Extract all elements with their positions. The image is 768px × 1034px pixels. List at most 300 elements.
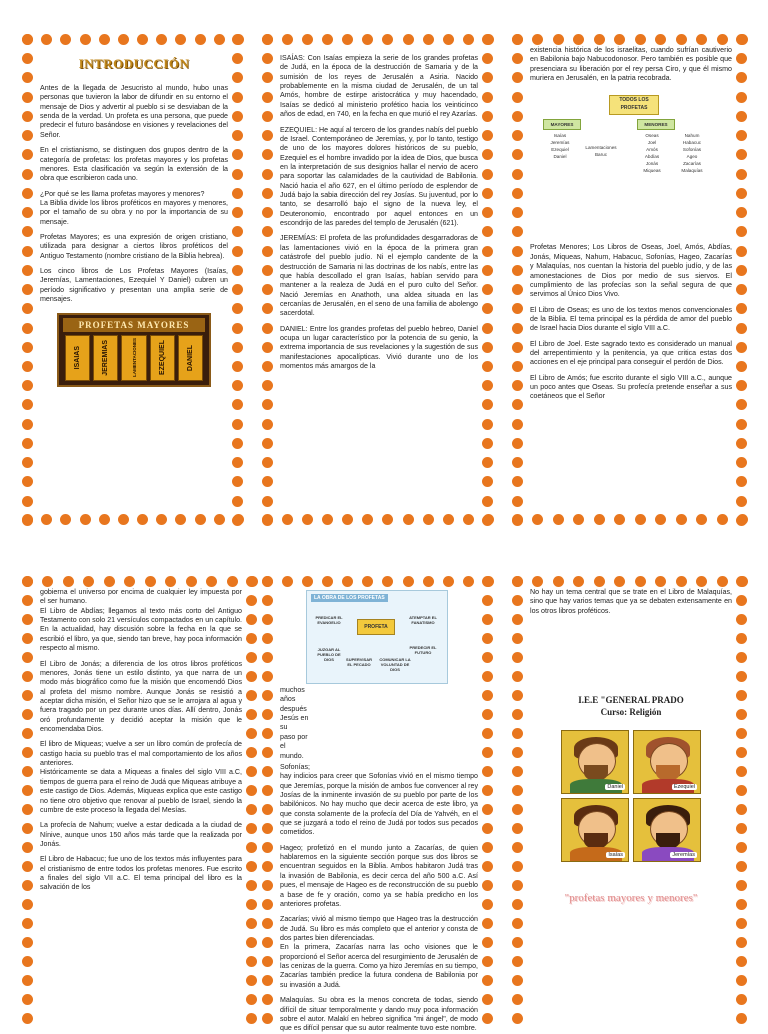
diagram-item: Zacarías [683, 161, 701, 166]
border-dot [175, 514, 186, 525]
border-dot [99, 514, 110, 525]
border-dot [482, 53, 493, 64]
side-line: muchos [280, 686, 305, 694]
border-dot [41, 34, 52, 45]
border-dot [22, 728, 33, 739]
side-line: años [280, 695, 296, 704]
border-dot [22, 614, 33, 625]
border-dot [614, 514, 625, 525]
dot-border-top [512, 34, 748, 46]
border-dot [463, 576, 474, 587]
border-dot [512, 496, 523, 507]
border-dot [232, 284, 243, 295]
border-dot [512, 899, 523, 910]
border-dot [512, 53, 523, 64]
border-dot [736, 842, 747, 853]
border-dot [736, 419, 747, 430]
border-dot [262, 842, 273, 853]
border-dot [262, 284, 273, 295]
border-dot [262, 709, 273, 720]
border-dot [512, 303, 523, 314]
border-dot [512, 419, 523, 430]
border-dot [246, 709, 257, 720]
border-dot [482, 1013, 493, 1024]
border-dot [512, 937, 523, 948]
border-dot [246, 633, 257, 644]
border-dot [482, 633, 493, 644]
border-dot [696, 514, 707, 525]
border-dot [262, 515, 273, 526]
border-dot [246, 842, 257, 853]
border-dot [262, 785, 273, 796]
dot-border-right [482, 576, 494, 1024]
border-dot [262, 380, 273, 391]
border-dot [594, 576, 605, 587]
border-dot [512, 994, 523, 1005]
border-dot [195, 34, 206, 45]
border-dot [262, 690, 273, 701]
paragraph-daniel: DANIEL: Entre los grandes profetas del pueblo hebreo, Daniel ocupa un lugar característico por la potencia de su genio, la extrema importancia de sus revelaciones y la sugestión de sus manifestaciones apocalípticas. Vivió durante uno de los momentos más amargos de la [280, 324, 478, 371]
diagram-mayores: MAYORES [543, 119, 581, 130]
border-dot [635, 576, 646, 587]
border-dot [232, 246, 243, 257]
border-dot [232, 188, 243, 199]
intro-title: INTRODUCCIÓN [78, 56, 190, 71]
border-dot [282, 576, 293, 587]
border-dot [104, 576, 115, 587]
border-dot [262, 130, 273, 141]
border-dot [736, 265, 747, 276]
border-dot [482, 515, 493, 526]
border-dot [232, 265, 243, 276]
obra-de-los-profetas-diagram [306, 590, 448, 684]
border-dot [282, 34, 293, 45]
border-dot [512, 188, 523, 199]
border-dot [736, 149, 747, 160]
border-dot [22, 1013, 33, 1024]
portrait-label: Ezequiel [673, 784, 695, 791]
border-dot [482, 419, 493, 430]
border-dot [482, 918, 493, 929]
border-dot [232, 72, 243, 83]
border-dot [482, 226, 493, 237]
border-dot [22, 595, 33, 606]
border-dot [262, 419, 273, 430]
border-dot [736, 785, 747, 796]
border-dot [512, 861, 523, 872]
border-dot [512, 842, 523, 853]
border-dot [482, 652, 493, 663]
border-dot [736, 342, 747, 353]
diagram-item: Isaías [553, 133, 567, 139]
border-dot [262, 323, 273, 334]
border-dot [553, 576, 564, 587]
border-dot [482, 899, 493, 910]
border-dot [736, 766, 747, 777]
border-dot [423, 514, 434, 525]
border-dot [22, 284, 33, 295]
border-dot [22, 72, 33, 83]
border-dot [246, 671, 257, 682]
border-dot [736, 246, 747, 257]
border-dot [736, 457, 747, 468]
border-dot [83, 576, 94, 587]
border-dot [512, 207, 523, 218]
border-dot [482, 671, 493, 682]
border-dot [655, 34, 666, 45]
border-dot [232, 476, 243, 487]
border-dot [736, 576, 747, 587]
border-dot [22, 956, 33, 967]
border-dot [482, 438, 493, 449]
border-dot [736, 728, 747, 739]
paragraph-zacarias: Zacarías; vivió al mismo tiempo que Hageo tras la destrucción de Judá. Su libro es más completo que el anterior y consta de dos partes bien diferenciadas. En la primera, Zacarías narra las ocho visiones que le proporcionó el Señor acerca del resurgimiento de Jerusalén de las cenizas de la guerra. Como ya hizo Jeremías en su tiempo, Zacarías también predice la futura condena de Babilonia por su invasión a Judá. [280, 915, 478, 989]
border-dot [482, 207, 493, 218]
border-dot [512, 614, 523, 625]
border-dot [22, 515, 33, 526]
border-dot [22, 419, 33, 430]
diagram-item: Daniel [553, 154, 567, 160]
paragraph-sofonias: Sofonías; hay indicios para creer que Sofonías vivió en el mismo tiempo que Jeremías, porque la misión de ambos fue convencer al rey Josías de la inminente invasión de su pueblo por parte de los babilónicos. No hay mucho que decir acerca de este libro, ya que consta solamente de la profecía del Día de Yahvéh, en el que se juzgará a todo el reino de Judá por todos sus pecados cometidos. [280, 762, 478, 837]
border-dot [736, 994, 747, 1005]
border-dot [614, 34, 625, 45]
book-spines [65, 335, 203, 381]
border-dot [262, 880, 273, 891]
border-dot [22, 633, 33, 644]
dot-border-bottom [512, 514, 748, 526]
border-dot [22, 476, 33, 487]
book-spine: LAMENTACIONES [121, 335, 146, 381]
side-line: el [280, 742, 286, 751]
border-dot [553, 514, 564, 525]
diagram-item: Abdías [644, 154, 660, 160]
paragraph: gobierna el universo por encima de cualquier ley impuesta por el ser humano. El Libro de Abdías; llegamos al texto más corto del Antiguo Testamento con solo 21 versículos compactados en un capítulo. En la actualidad, hay discusión sobre la fecha en la que se escribió el libro, ya que, siendo tan breve, hay poca información respecto al mismo. [40, 588, 242, 653]
border-dot [482, 804, 493, 815]
portrait-label: Jeremías [672, 852, 695, 859]
border-dot [482, 399, 493, 410]
border-dot [403, 514, 414, 525]
border-dot [736, 72, 747, 83]
border-dot [246, 785, 257, 796]
border-dot [403, 34, 414, 45]
border-dot [482, 111, 493, 122]
prophet-portraits [561, 730, 701, 862]
border-dot [676, 514, 687, 525]
border-dot [232, 169, 243, 180]
border-dot [22, 652, 33, 663]
border-dot [232, 496, 243, 507]
border-dot [736, 804, 747, 815]
border-dot [482, 457, 493, 468]
border-dot [195, 514, 206, 525]
border-dot [512, 226, 523, 237]
border-dot [382, 576, 393, 587]
border-dot [482, 169, 493, 180]
border-dot [512, 515, 523, 526]
diagram-label: ATEMPTAR EL FANATISMO [409, 615, 437, 625]
border-dot [22, 671, 33, 682]
brochure-subtitle: "profetas mayores y menores" [564, 892, 698, 905]
border-dot [736, 861, 747, 872]
border-dot [736, 671, 747, 682]
border-dot [736, 476, 747, 487]
border-dot [22, 823, 33, 834]
image-header: PROFETAS MAYORES [63, 318, 205, 332]
border-dot [262, 188, 273, 199]
diagram-item: Jeremías [550, 140, 570, 146]
border-dot [512, 130, 523, 141]
diagram-menores-col2 [675, 133, 709, 174]
border-dot [482, 246, 493, 257]
panel-portada [512, 576, 748, 1024]
border-dot [63, 576, 74, 587]
border-dot [532, 576, 543, 587]
border-dot [482, 709, 493, 720]
border-dot [482, 34, 493, 45]
border-dot [362, 576, 373, 587]
border-dot [246, 576, 257, 587]
border-dot [482, 690, 493, 701]
border-dot [512, 361, 523, 372]
border-dot [362, 34, 373, 45]
border-dot [482, 595, 493, 606]
panel-profetas-mayores [262, 34, 494, 526]
side-line: paso por [280, 732, 308, 741]
border-dot [22, 111, 33, 122]
dot-border-right [246, 576, 258, 1024]
paragraph: No hay un tema central que se trate en el Libro de Malaquías, sino que hay varios temas que ya se debaten extensamente en los otros libros proféticos. [530, 588, 732, 615]
book-spine: DANIEL [178, 335, 203, 381]
diagram-item: Joel [647, 140, 657, 146]
border-dot [22, 130, 33, 141]
border-dot [482, 937, 493, 948]
border-dot [262, 576, 273, 587]
border-dot [246, 823, 257, 834]
side-line: mundo. [280, 751, 304, 760]
border-dot [594, 34, 605, 45]
border-dot [482, 728, 493, 739]
border-dot [342, 576, 353, 587]
panel-content [530, 46, 732, 510]
portrait-isaias [561, 798, 629, 862]
border-dot [302, 514, 313, 525]
diagram-item: Amós [646, 147, 658, 153]
border-dot [736, 747, 747, 758]
border-dot [262, 246, 273, 257]
border-dot [736, 53, 747, 64]
paragraph: Antes de la llegada de Jesucristo al mundo, hubo unas personas que tuvieron la labor de difundir en su entorno el mensaje de Dios y advertir al pueblo si se desviaban de la senda de la verdad. Un profeta es una persona, que puede predecir el futuro basándose en visiones y revelaciones del Señor. [40, 84, 228, 139]
border-dot [262, 34, 273, 45]
border-dot [512, 323, 523, 334]
border-dot [22, 323, 33, 334]
border-dot [482, 303, 493, 314]
border-dot [482, 130, 493, 141]
border-dot [232, 361, 243, 372]
dot-border-left [22, 576, 34, 1024]
border-dot [532, 514, 543, 525]
border-dot [262, 975, 273, 986]
border-dot [262, 614, 273, 625]
diagram-header: LA OBRA DE LOS PROFETAS [311, 594, 388, 602]
border-dot [22, 92, 33, 103]
border-dot [736, 438, 747, 449]
border-dot [22, 53, 33, 64]
border-dot [22, 149, 33, 160]
border-dot [736, 652, 747, 663]
border-dot [22, 361, 33, 372]
diagram-item: Habacuc [682, 140, 702, 146]
border-dot [232, 380, 243, 391]
border-dot [736, 207, 747, 218]
panel-content [40, 588, 242, 1024]
border-dot [482, 476, 493, 487]
paragraph-isaias: ISAÍAS: Con Isaías empieza la serie de los grandes profetas de Judá, en la época de la destrucción de Samaria y de la sumisión de los reyes de Jerusalén a Asiria. Nacido probablemente en la misma ciudad de Jerusalén, de un tal Amós, hombre de estirpe aristocrática y muy hacendado, Isaías se dedicó al ministerio profético hacia los veinticinco años de edad, en 740, en la fecha en que murió el rey Azarías. [280, 54, 478, 119]
border-dot [246, 899, 257, 910]
border-dot [22, 34, 33, 45]
diagram-mayores-list [545, 133, 575, 161]
paragraph: ¿Por qué se les llama profetas mayores y menores? La Biblia divide los libros proféticos en mayores y menores, por el tamaño de su obra y no por la importancia de su mensaje. [40, 189, 228, 226]
border-dot [676, 34, 687, 45]
border-dot [22, 842, 33, 853]
border-dot [655, 576, 666, 587]
border-dot [22, 709, 33, 720]
paragraph: El Libro de Jonás; a diferencia de los otros libros proféticos menores, Jonás tiene un estilo distinto, ya que narra de un modo más biográfico como fue la misión que encomendó Dios al profeta del mismo nombre. Aunque Jonás se resistió a aceptar dicha misión, el Señor hizo que se le arrojara al agua y fuera tragado por un pez durante unos días. Allí dentro, Jonás oró profundamente y decidió aceptar la misión que le encomendaba Dios. [40, 659, 242, 734]
border-dot [512, 476, 523, 487]
border-dot [156, 514, 167, 525]
side-line: su [280, 723, 288, 732]
portrait-daniel [561, 730, 629, 794]
border-dot [512, 633, 523, 644]
border-dot [736, 899, 747, 910]
dot-border-right [232, 34, 244, 526]
border-dot [403, 576, 414, 587]
school-block [530, 694, 732, 718]
border-dot [736, 690, 747, 701]
border-dot [22, 766, 33, 777]
border-dot [512, 652, 523, 663]
border-dot [246, 728, 257, 739]
border-dot [736, 880, 747, 891]
border-dot [262, 937, 273, 948]
border-dot [482, 747, 493, 758]
border-dot [482, 975, 493, 986]
paragraph: Profetas Menores; Los Libros de Oseas, Joel, Amós, Abdías, Jonás, Miqueas, Nahum, Habacuc, Sofonías, Hageo, Zacarías y Malaquías, nos cuentan la historia del pueblo judío, y de las amonestaciones de Dios por medio de sus siervos. El cumplimiento de las profecías son la señal segura de que servimos al Único Dios Vivo. [530, 243, 732, 299]
border-dot [22, 861, 33, 872]
border-dot [262, 766, 273, 777]
border-dot [736, 399, 747, 410]
border-dot [227, 576, 238, 587]
dot-border-top [262, 576, 494, 588]
border-dot [482, 823, 493, 834]
border-dot [512, 576, 523, 587]
border-dot [614, 576, 625, 587]
border-dot [232, 399, 243, 410]
diagram-label: PREDECIR EL FUTURO [409, 645, 437, 655]
border-dot [22, 246, 33, 257]
border-dot [635, 34, 646, 45]
panel-content [530, 588, 732, 1024]
border-dot [175, 34, 186, 45]
border-dot [443, 34, 454, 45]
paragraph: La profecía de Nahum; vuelve a estar dedicada a la ciudad de Nínive, aunque unos 150 años más tarde que la realizada por Jonás. [40, 821, 242, 848]
border-dot [482, 766, 493, 777]
border-dot [232, 53, 243, 64]
border-dot [232, 303, 243, 314]
paragraph-ezequiel: EZEQUIEL: He aquí al tercero de los grandes nabís del pueblo de Israel. Contemporáneo de Jeremías, y, por lo tanto, testigo de uno de los mayores dolores históricos de su pueblo, Ezequiel es el hombre invadido por la idea de Dios, que busca en la interpretación de sus designios hallar el nervio de acero para soportar las calamidades de la cautividad de Babilonia. Nació hacia el año 627, en el último período de esplendor de Judá bajo la sabia dirección del rey Josías. Su juventud, por lo tanto, se desarrolló bajo el signo de la nueva ley, el Deuteronomio, encontrado por aquel entonces en un escondrijo de las paredes del templo de Jerusalén (621). [280, 125, 478, 228]
border-dot [512, 34, 523, 45]
border-dot [482, 842, 493, 853]
border-dot [512, 918, 523, 929]
border-dot [262, 652, 273, 663]
border-dot [232, 92, 243, 103]
border-dot [382, 34, 393, 45]
border-dot [262, 226, 273, 237]
border-dot [262, 671, 273, 682]
border-dot [22, 804, 33, 815]
border-dot [145, 576, 156, 587]
border-dot [512, 823, 523, 834]
paragraph-malaquias: Malaquías. Su obra es la menos concreta de todas, siendo difícil de situar temporalmente y dando muy poca información sobre el autor. Malakí en hebreo significa "mi ángel", de modo que es difícil pensar que su autor realmente tuvo este nombre. [280, 996, 478, 1033]
border-dot [22, 937, 33, 948]
border-dot [655, 514, 666, 525]
border-dot [736, 496, 747, 507]
border-dot [512, 169, 523, 180]
border-dot [124, 576, 135, 587]
dot-border-top [22, 34, 244, 46]
border-dot [262, 457, 273, 468]
border-dot [232, 419, 243, 430]
border-dot [22, 496, 33, 507]
border-dot [232, 149, 243, 160]
border-dot [512, 766, 523, 777]
border-dot [246, 747, 257, 758]
border-dot [22, 303, 33, 314]
border-dot [512, 595, 523, 606]
border-dot [246, 937, 257, 948]
border-dot [60, 34, 71, 45]
border-dot [246, 918, 257, 929]
border-dot [80, 514, 91, 525]
border-dot [262, 149, 273, 160]
dot-border-left [22, 34, 34, 526]
border-dot [594, 514, 605, 525]
border-dot [41, 514, 52, 525]
border-dot [282, 514, 293, 525]
border-dot [736, 361, 747, 372]
border-dot [736, 1013, 747, 1024]
border-dot [262, 595, 273, 606]
border-dot [232, 323, 243, 334]
border-dot [482, 92, 493, 103]
border-dot [262, 476, 273, 487]
border-dot [512, 457, 523, 468]
diagram-item: Lamentaciones [585, 145, 617, 151]
paragraph-hageo: Hageo; profetizó en el mundo junto a Zacarías, de quien hablaremos en la siguiente sección porque sus dos libros se encuentran seguidos en la Biblia. Ambos habitaron Judá tras la invasión de Babilonia, es decir cerca del año 500 a.C. Así pues, el mensaje de Hageo es de reconstrucción de su pueblo a base de fe y oración, como ya se había predicho en los anteriores profetas. [280, 843, 478, 908]
paragraph: existencia histórica de los israelitas, cuando sufrían cautiverio en Babilonia bajo Nabucodonosor. Pero también es posible que presenciara su liberación por el rey persa Ciro, y que él mismo muriera en Jerusalén, en la patria recobrada. [530, 46, 732, 83]
diagram-item: Miqueas [643, 167, 661, 173]
border-dot [246, 956, 257, 967]
border-dot [262, 994, 273, 1005]
paragraph: El Libro de Amós; fue escrito durante el siglo VIII a.C., aunque un poco antes que Oseas. Su profecía pretende enseñar a sus coetáneos que el Señor [530, 373, 732, 401]
border-dot [99, 34, 110, 45]
border-dot [262, 728, 273, 739]
paragraph: Profetas Mayores; es una expresión de origen cristiano, utilizada para designar a ciertos libros proféticos del Antiguo Testamento (nombre cristiano de la Biblia hebrea). [40, 233, 228, 260]
border-dot [232, 34, 243, 45]
border-dot [573, 514, 584, 525]
dot-border-top [22, 576, 258, 588]
border-dot [262, 72, 273, 83]
border-dot [717, 34, 728, 45]
